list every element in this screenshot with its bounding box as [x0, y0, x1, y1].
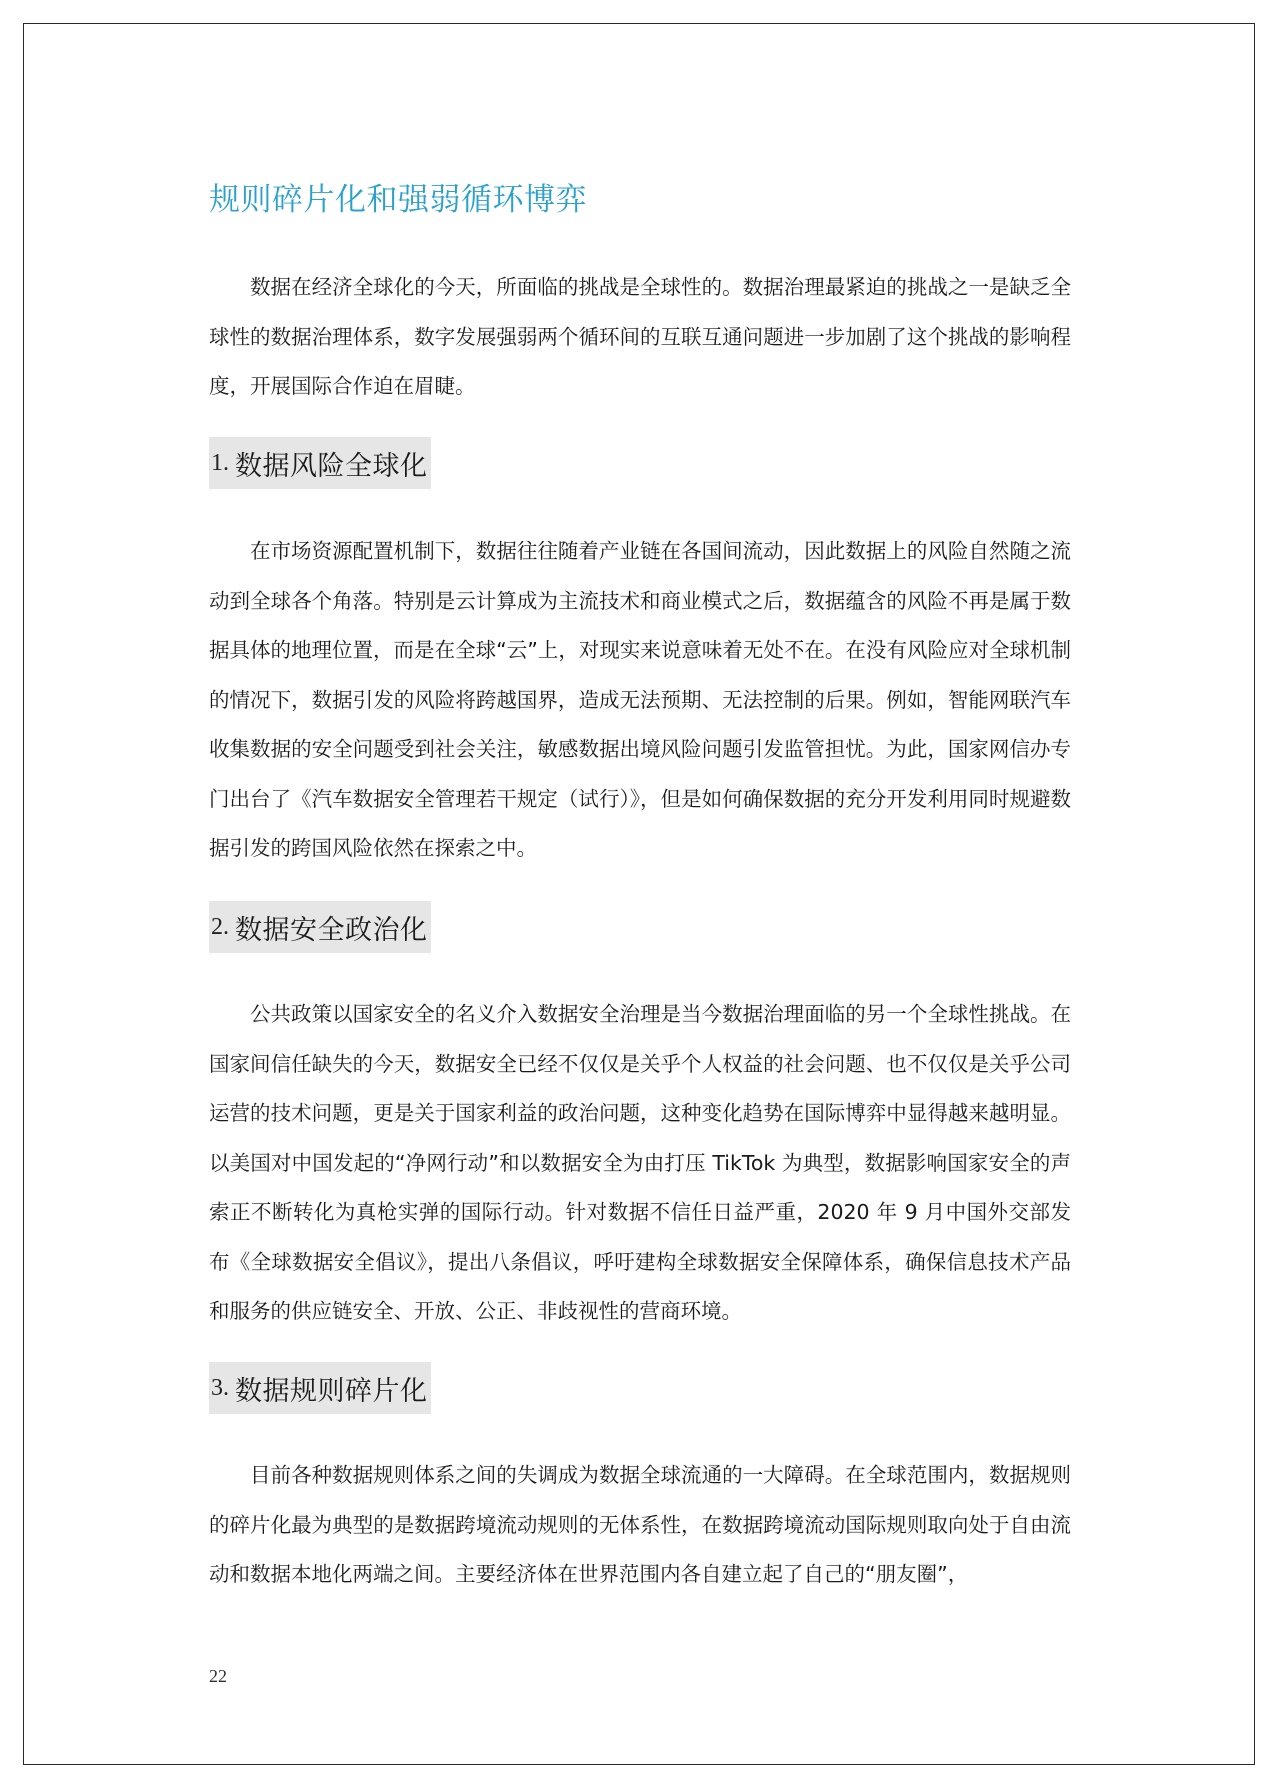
section-title: 数据风险全球化	[235, 450, 428, 482]
section-1-paragraph: 在市场资源配置机制下，数据往往随着产业链在各国间流动，因此数据上的风险自然随之流动到全球各个角落。特别是云计算成为主流技术和商业模式之后，数据蕴含的风险不再是属于数据具体的地理位置，而是在全球“云”上，对现实来说意味着无处不在。在没有风险应对全球机制的情况下，数据引发的风险将跨越国界，造成无法预期、无法控制的后果。例如，智能网联汽车收集数据的安全问题受到社会关注，敏感数据出境风险问题引发监管担忧。为此，国家网信办专门出台了《汽车数据安全管理若干规定（试行）》，但是如何确保数据的充分开发利用同时规避数据引发的跨国风险依然在探索之中。	[209, 539, 1071, 860]
section-heading-2	[209, 901, 431, 953]
intro-paragraph: 数据在经济全球化的今天，所面临的挑战是全球性的。数据治理最紧迫的挑战之一是缺乏全球性的数据治理体系，数字发展强弱两个循环间的互联互通问题进一步加剧了这个挑战的影响程度，开展国际合作迫在眉睫。	[209, 275, 1071, 398]
section-title: 数据规则碎片化	[235, 1375, 428, 1407]
section-number: 3.	[211, 1374, 229, 1401]
page-number: 22	[209, 1666, 227, 1686]
section-heading-1	[209, 437, 431, 489]
section-3-paragraph: 目前各种数据规则体系之间的失调成为数据全球流通的一大障碍。在全球范围内，数据规则的碎片化最为典型的是数据跨境流动规则的无体系性，在数据跨境流动国际规则取向处于自由流动和数据本地化两端之间。主要经济体在世界范围内各自建立起了自己的“朋友圈”，	[209, 1463, 1071, 1586]
section-number: 2.	[211, 913, 229, 940]
section-number: 1.	[211, 449, 229, 476]
section-2-paragraph: 公共政策以国家安全的名义介入数据安全治理是当今数据治理面临的另一个全球性挑战。在国家间信任缺失的今天，数据安全已经不仅仅是关乎个人权益的社会问题、也不仅仅是关乎公司运营的技术问题，更是关于国家利益的政治问题，这种变化趋势在国际博弈中显得越来越明显。以美国对中国发起的“净网行动”和以数据安全为由打压 TikTok 为典型，数据影响国家安全的声索正不断转化为真枪实弹的国际行动。针对数据不信任日益严重，2020 年 9 月中国外交部发布《全球数据安全倡议》，提出八条倡议，呼吁建构全球数据安全保障体系，确保信息技术产品和服务的供应链安全、开放、公正、非歧视性的营商环境。	[209, 1002, 1071, 1323]
section-heading-3	[209, 1362, 431, 1414]
section-title: 数据安全政治化	[235, 914, 428, 946]
page-title: 规则碎片化和强弱循环博弈	[209, 182, 587, 218]
